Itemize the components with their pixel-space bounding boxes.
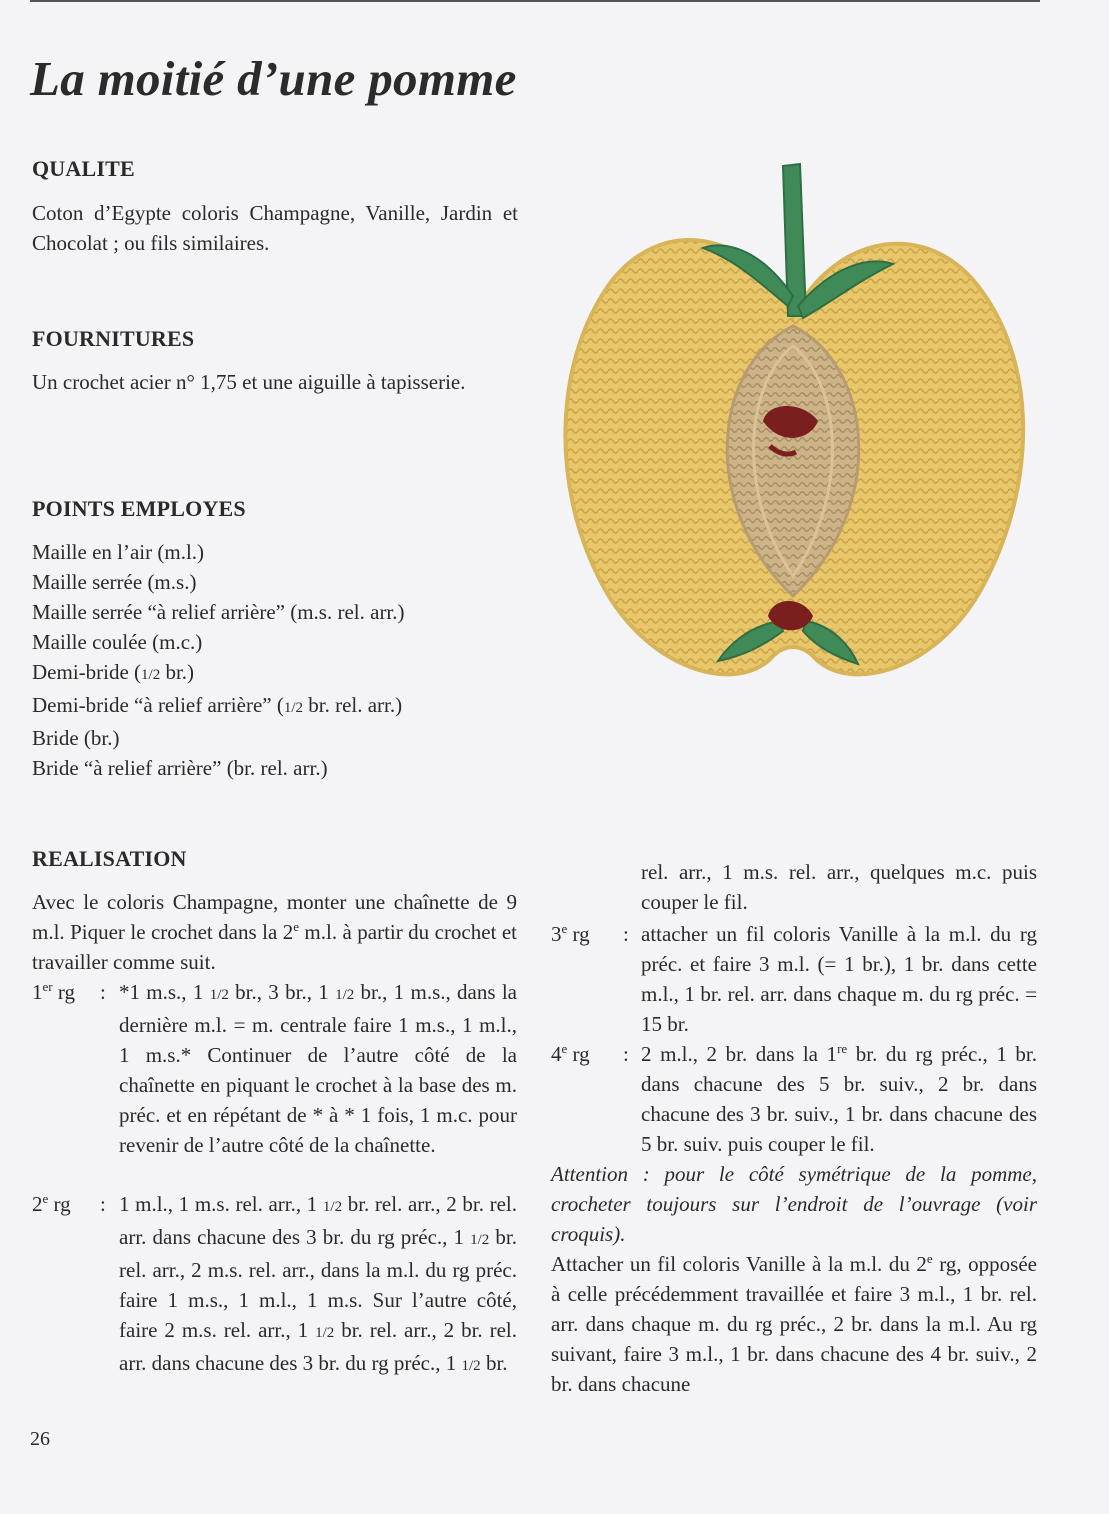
row-3: 3e rg : attacher un fil coloris Vanille à la m.l. du rg préc. et faire 3 m.l. (= 1 br.), 1 br. dans cette m.l., 1 br. rel. arr. dans chaque m. du rg préc. = 15 br. (551, 919, 1037, 1039)
realisation-heading: REALISATION (32, 846, 187, 871)
row-text: 2 m.l., 2 br. dans la 1re br. du rg préc., 1 br. dans chacune des 5 br. suiv., 2 br. dans chacune des 3 br. suiv., 1 br. dans chacune des 5 br. suiv. puis couper le fil. (641, 1041, 1037, 1156)
points-item: Demi-bride “à relief arrière” (1/2 br. rel. arr.) (32, 693, 403, 717)
page-number: 26 (30, 1428, 50, 1450)
fournitures-heading: FOURNITURES (32, 326, 195, 351)
row-1: 1er rg : *1 m.s., 1 1/2 br., 3 br., 1 1/2 br., 1 m.s., dans la dernière m.l. = m. centrale faire 1 m.s., 1 m.l., 1 m.s.* Continuer de l’autre côté de la chaînette en piquant le crochet à la base des m. préc. et en répétant de * à * 1 fois, 1 m.c. pour revenir de l’autre côté de la chaînette. (32, 977, 517, 1187)
realisation-intro: Avec le coloris Champagne, monter une chaînette de 9 m.l. Piquer le crochet dans la 2e m.l. à partir du crochet et travailler comme suit. (32, 890, 517, 974)
points-heading: POINTS EMPLOYES (32, 496, 246, 521)
attention-note: Attention : pour le côté symétrique de la pomme, crocheter toujours sur l’endroit de l’ouvrage (voir croquis). (551, 1162, 1037, 1246)
points-item: Maille serrée (m.s.) (32, 570, 197, 594)
points-item: Demi-bride (1/2 br.) (32, 660, 195, 684)
row-label: 4e rg (551, 1041, 590, 1066)
qualite-heading: QUALITE (32, 156, 135, 181)
page-title: La moitié d’une pomme (30, 51, 517, 106)
points-item: Maille coulée (m.c.) (32, 630, 203, 654)
row-2: 2e rg : 1 m.l., 1 m.s. rel. arr., 1 1/2 br. rel. arr., 2 br. rel. arr. dans chacune des 3 br. du rg préc., 1 1/2 br. rel. arr., 2 m.s. rel. arr., dans la m.l. du rg préc. faire 1 m.s., 1 m.l., 1 m.s. Sur l’autre côté, faire 2 m.s. rel. arr., 1 1/2 br. rel. arr., 2 br. rel. arr. dans chacune des 3 br. du rg préc., 1 1/2 br. (32, 1189, 517, 1399)
row-label: 2e rg (32, 1191, 71, 1216)
row-4: 4e rg : 2 m.l., 2 br. dans la 1re br. du rg préc., 1 br. dans chacune des 5 br. suiv., 2 br. dans chacune des 3 br. suiv., 1 br. dans chacune des 5 br. suiv. puis couper le fil. (551, 1039, 1037, 1159)
row-text: *1 m.s., 1 1/2 br., 3 br., 1 1/2 br., 1 m.s., dans la dernière m.l. = m. centrale faire 1 m.s., 1 m.l., 1 m.s.* Continuer de l’autre côté de la chaînette en piquant le crochet à la base des m. préc. et en répétant de * à * 1 fois, 1 m.c. pour revenir de l’autre côté de la chaînette. (119, 980, 518, 1157)
points-item: Bride (br.) (32, 726, 120, 750)
points-item: Maille serrée “à relief arrière” (m.s. rel. arr.) (32, 600, 405, 624)
row-label: 1er rg (32, 979, 75, 1004)
points-item: Bride “à relief arrière” (br. rel. arr.) (32, 756, 328, 780)
fournitures-text: Un crochet acier n° 1,75 et une aiguille à tapisserie. (32, 370, 466, 394)
top-rule (30, 0, 1040, 2)
crochet-apple-image (548, 156, 1048, 696)
points-list (32, 537, 405, 783)
row-label: 3e rg (551, 921, 590, 946)
qualite-text: Coton d’Egypte coloris Champagne, Vanille, Jardin et Chocolat ; ou fils similaires. (32, 201, 518, 255)
final-paragraph: Attacher un fil coloris Vanille à la m.l. du 2e rg, opposée à celle précédemment travaillée et faire 3 m.l., 1 br. rel. arr. dans chaque m. du rg préc., 2 br. dans la m.l. Au rg suivant, faire 3 m.l., 1 br. dans chacune des 4 br. suiv., 2 br. dans chacune (551, 1251, 1037, 1396)
row-text: attacher un fil coloris Vanille à la m.l. du rg préc. et faire 3 m.l. (= 1 br.), 1 br. dans cette m.l., 1 br. rel. arr. dans chaque m. du rg préc. = 15 br. (641, 922, 1037, 1036)
row-text: 1 m.l., 1 m.s. rel. arr., 1 1/2 br. rel. arr., 2 br. rel. arr. dans chacune des 3 br. du rg préc., 1 1/2 br. rel. arr., 2 m.s. rel. arr., dans la m.l. du rg préc. faire 1 m.s., 1 m.l., 1 m.s. Sur l’autre côté, faire 2 m.s. rel. arr., 1 1/2 br. rel. arr., 2 br. rel. arr. dans chacune des 3 br. du rg préc., 1 1/2 br. (119, 1192, 517, 1375)
row-2-continuation: rel. arr., 1 m.s. rel. arr., quelques m.c. puis couper le fil. (641, 860, 1037, 914)
points-item: Maille en l’air (m.l.) (32, 540, 205, 564)
